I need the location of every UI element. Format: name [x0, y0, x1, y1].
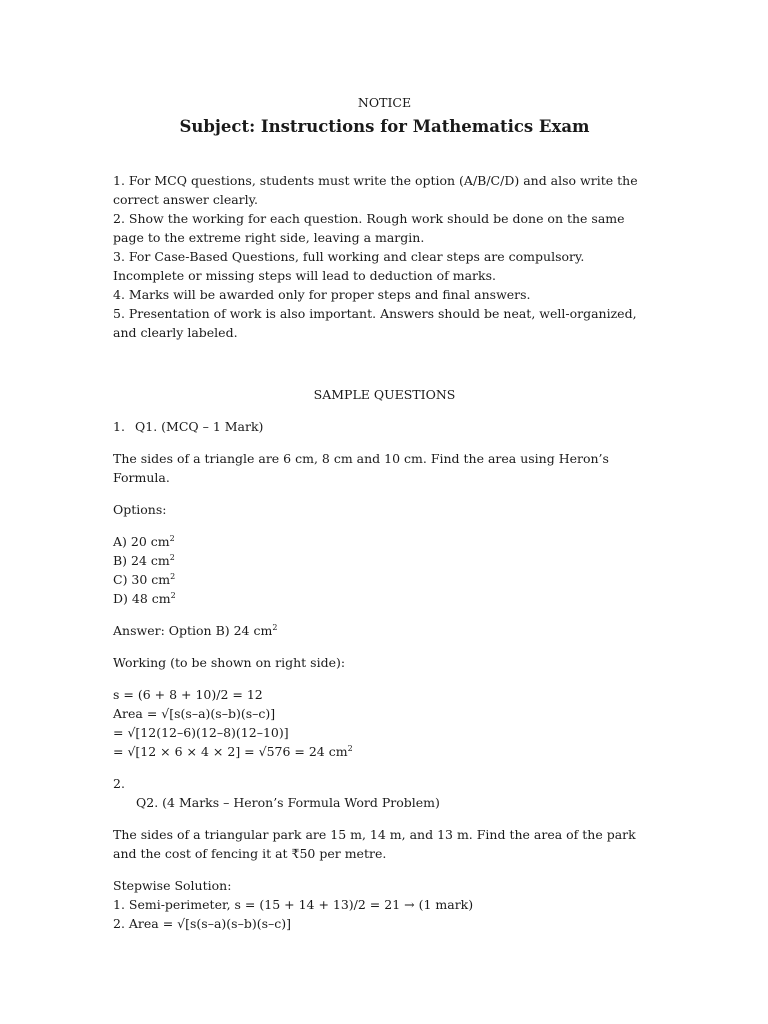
unit-superscript: 2	[272, 623, 278, 632]
unit-superscript: 2	[170, 591, 176, 600]
instruction-item: 2. Show the working for each question. Rough work should be done on the same page to the extreme right side, leaving a margin.	[113, 211, 625, 245]
solution-step: 2. Area = √[s(s–a)(s–b)(s–c)]	[113, 916, 292, 931]
q1-options	[113, 532, 656, 608]
solution-step: 1. Semi-perimeter, s = (15 + 14 + 13)/2 = 21 → (1 mark)	[113, 897, 474, 912]
working-line: = √[12(12–6)(12–8)(12–10)]	[113, 725, 289, 740]
q1-working	[113, 685, 656, 761]
q1-number: 1.	[113, 419, 125, 434]
instruction-item: 1. For MCQ questions, students must write the option (A/B/C/D) and also write the correct answer clearly.	[113, 173, 638, 207]
q2-steps	[113, 895, 656, 933]
unit-superscript: 2	[169, 553, 175, 562]
q2-heading: Q2. (4 Marks – Heron’s Formula Word Problem)	[136, 795, 440, 810]
q1-working-label: Working (to be shown on right side):	[113, 655, 346, 670]
notice-label: NOTICE	[357, 95, 412, 110]
q2-solution-label: Stepwise Solution:	[113, 878, 232, 893]
option-c: C) 30 $cm^2$	[113, 572, 176, 587]
instruction-item: 4. Marks will be awarded only for proper steps and final answers.	[113, 287, 531, 302]
option-b: B) 24 $cm^2$	[113, 553, 175, 568]
q1-answer: Answer: Option B) 24 $cm^2$	[113, 623, 278, 638]
unit-superscript: 2	[347, 744, 353, 753]
working-line: = √[12 × 6 × 4 × 2] = √576 = 24 $cm^2$	[113, 744, 353, 759]
q1-heading-text: Q1. (MCQ – 1 Mark)	[135, 419, 264, 434]
q2-question: The sides of a triangular park are 15 m, 14 m, and 13 m. Find the area of the park and the cost of fencing it at ₹50 per metre.	[113, 827, 636, 861]
instruction-item: 5. Presentation of work is also important. Answers should be neat, well-organized, and clearly labeled.	[113, 306, 637, 340]
unit-superscript: 2	[169, 534, 175, 543]
unit-superscript: 2	[170, 572, 176, 581]
instruction-item: 3. For Case-Based Questions, full working and clear steps are compulsory. Incomplete or missing steps will lead to deduction of marks.	[113, 249, 585, 283]
page-title: Subject: Instructions for Mathematics Exam	[179, 117, 590, 136]
working-line: s = (6 + 8 + 10)/2 = 12	[113, 687, 263, 702]
option-d: D) 48 $cm^2$	[113, 591, 176, 606]
instructions-list	[113, 171, 656, 342]
sample-questions-title: SAMPLE QUESTIONS	[313, 387, 456, 402]
q2-number: 2.	[113, 776, 125, 791]
option-a: A) 20 $cm^2$	[113, 534, 175, 549]
q1-question: The sides of a triangle are 6 cm, 8 cm and 10 cm. Find the area using Heron’s Formula.	[113, 451, 609, 485]
working-line: Area = √[s(s–a)(s–b)(s–c)]	[113, 706, 276, 721]
q1-heading	[113, 417, 656, 436]
q1-options-label: Options:	[113, 502, 167, 517]
